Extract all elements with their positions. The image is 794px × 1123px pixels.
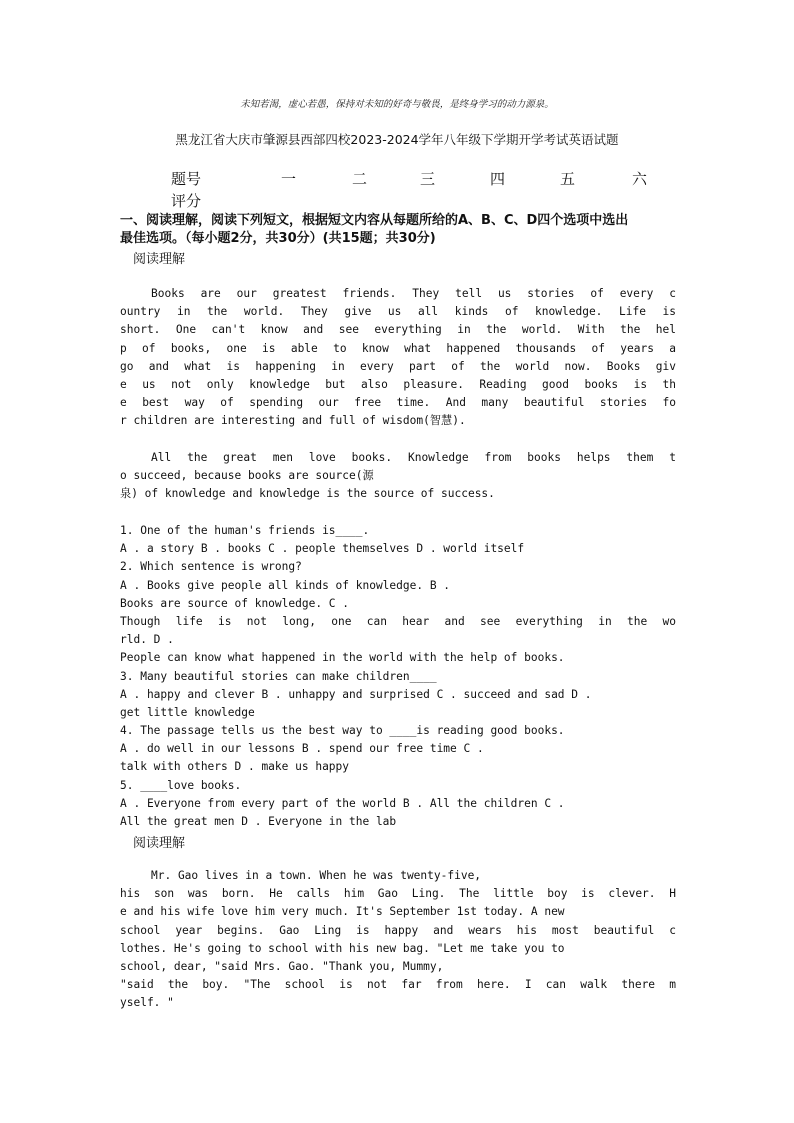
passage-line: go and what is happening in every part of the world now. Books giv [120,359,676,373]
option-line: A . Books give people all kinds of knowledge. B . [120,578,451,592]
motto-line: 未知若渴，虚心若愚，保持对未知的好奇与敬畏，是终身学习的动力源泉。 [240,99,554,110]
option-line: Books are source of knowledge. C . [120,596,350,610]
passage-line: short. One can't know and see everything in the world. With the hel [120,323,676,337]
question-line: 4. The passage tells us the best way to ____is reading good books. [120,724,565,738]
passage-2 [120,867,676,1013]
passage-line: o succeed, because books are source(源 [120,468,374,482]
option-line: All the great men D . Everyone in the lab [120,815,397,828]
passage-line: 泉) of knowledge and knowledge is the source of success. [120,487,495,501]
score-col-label: 题号 [171,170,202,188]
option-line: A . Everyone from every part of the world B . All the children C . [120,796,565,810]
score-col-2: 二 [352,170,368,188]
score-col-4: 四 [490,170,506,188]
score-col-6: 六 [632,170,648,188]
passage-line: Books are our greatest friends. They tell us stories of every c [151,287,676,300]
passage-line: e us not only knowledge but also pleasure. Reading good books is th [120,377,676,391]
question-line: 3. Many beautiful stories can make children____ [120,669,437,683]
passage-line: ountry in the world. They give us all kinds of knowledge. Life is [120,305,676,319]
exam-title: 黑龙江省大庆市肇源县西部四校2023-2024学年八年级下学期开学考试英语试题 [175,132,619,147]
score-table-header [171,168,671,186]
passage-1-label: 阅读理解 [133,252,186,267]
passage-line: r children are interesting and full of wisdom(智慧). [120,414,466,428]
option-line: get little knowledge [120,705,255,719]
passage-line: "said the boy. "The school is not far from here. I can walk there m [120,978,676,992]
passage-line: p of books, one is able to know what happened thousands of years a [120,341,676,355]
option-line: A . do well in our lessons B . spend our free time C . [120,742,484,756]
option-line: talk with others D . make us happy [120,760,350,774]
section-heading-line-1: 一、阅读理解，阅读下列短文，根据短文内容从每题所给的A、B、C、D四个选项中选出 [120,213,629,228]
option-line: rld. D . [120,633,174,647]
passage-line: e and his wife love him very much. It's September 1st today. A new [120,905,565,919]
question-line: 1. One of the human's friends is____. [120,524,370,537]
score-row-label: 评分 [171,192,202,210]
passage-line: All the great men love books. Knowledge from books helps them t [151,450,676,464]
passage-line: school, dear, "said Mrs. Gao. "Thank you, Mummy, [120,959,444,973]
questions-block [120,522,676,831]
score-col-5: 五 [560,170,576,188]
section-heading-line-2: 最佳选项。（每小题2分，共30分）(共15题；共30分) [120,231,436,246]
passage-1 [120,285,676,503]
option-line: A . a story B . books C . people themselves D . world itself [120,542,525,556]
option-line: A . happy and clever B . unhappy and surprised C . succeed and sad D . [120,687,592,701]
score-col-1: 一 [281,170,297,188]
question-line: 2. Which sentence is wrong? [120,560,302,574]
option-line: Though life is not long, one can hear and see everything in the wo [120,614,676,628]
passage-blank-line [120,431,676,449]
passage-line: yself. " [120,996,174,1010]
option-line: People can know what happened in the world with the help of books. [120,651,565,665]
passage-line: Mr. Gao lives in a town. When he was twenty-five, [151,869,482,882]
section-heading [120,212,680,248]
passage-line: lothes. He's going to school with his new bag. "Let me take you to [120,941,565,955]
passage-2-label: 阅读理解 [133,836,186,851]
question-line: 5. ____love books. [120,778,242,792]
score-col-3: 三 [420,170,436,188]
passage-line: his son was born. He calls him Gao Ling. The little boy is clever. H [120,887,676,901]
passage-line: school year begins. Gao Ling is happy and wears his most beautiful c [120,923,676,937]
passage-line: e best way of spending our free time. And many beautiful stories fo [120,396,676,410]
